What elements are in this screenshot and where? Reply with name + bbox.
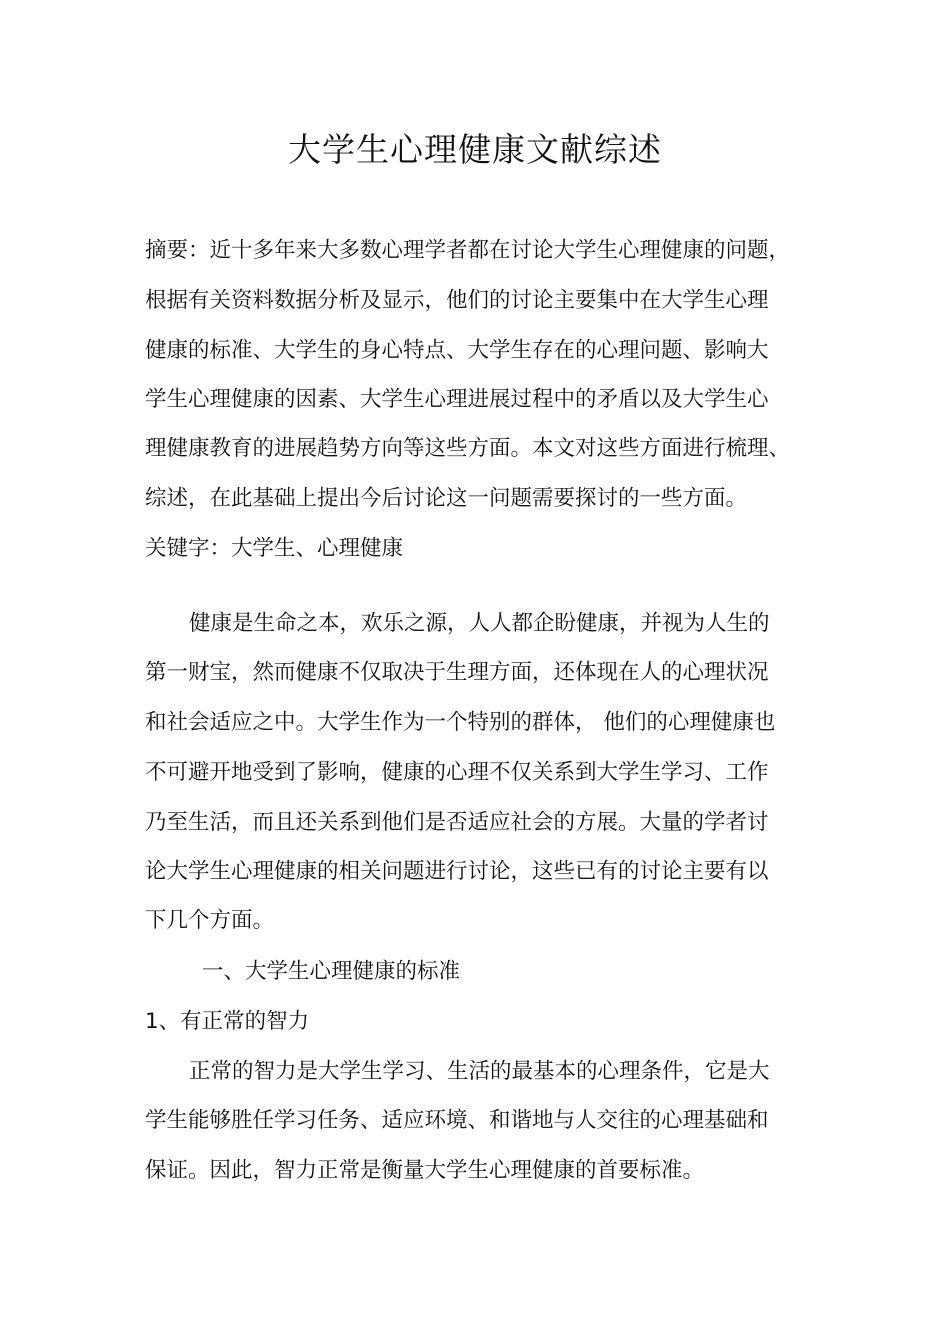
intro-line: 和社会适应之中。大学生作为一个特别的群体， 他们的心理健康也 (145, 710, 776, 735)
subsection-heading: 1、有正常的智力 (145, 1009, 310, 1034)
abstract-line: 健康的标准、大学生的身心特点、大学生存在的心理问题、影响大 (145, 338, 769, 363)
abstract-line: 学生心理健康的因素、大学生心理进展过程中的矛盾以及大学生心 (145, 387, 769, 412)
body-line: 正常的智力是大学生学习、生活的最基本的心理条件，它是大 (189, 1059, 770, 1084)
abstract-line: 根据有关资料数据分析及显示，他们的讨论主要集中在大学生心理 (145, 288, 769, 313)
abstract-line: 理健康教育的进展趋势方向等这些方面。本文对这些方面进行梳理、 (145, 436, 791, 461)
intro-line: 第一财宝，然而健康不仅取决于生理方面，还体现在人的心理状况 (145, 660, 769, 685)
body-line: 保证。因此，智力正常是衡量大学生心理健康的首要标准。 (145, 1158, 705, 1183)
intro-line: 健康是生命之本，欢乐之源，人人都企盼健康，并视为人生的 (189, 611, 770, 636)
abstract-line: 摘要：近十多年来大多数心理学者都在讨论大学生心理健康的问题， (145, 238, 791, 263)
body-line: 学生能够胜任学习任务、适应环境、和谐地与人交往的心理基础和 (145, 1108, 769, 1133)
intro-line: 下几个方面。 (145, 908, 275, 933)
keywords-line: 关键字：大学生、心理健康 (145, 536, 404, 561)
document-title: 大学生心理健康文献综述 (288, 130, 662, 169)
intro-line: 不可避开地受到了影响，健康的心理不仅关系到大学生学习、工作 (145, 760, 769, 785)
intro-line: 乃至生活，而且还关系到他们是否适应社会的方展。大量的学者讨 (145, 810, 769, 835)
section-heading: 一、大学生心理健康的标准 (202, 959, 461, 984)
abstract-line: 综述，在此基础上提出今后讨论这一问题需要探讨的一些方面。 (145, 486, 748, 511)
intro-line: 论大学生心理健康的相关问题进行讨论，这些已有的讨论主要有以 (145, 859, 769, 884)
